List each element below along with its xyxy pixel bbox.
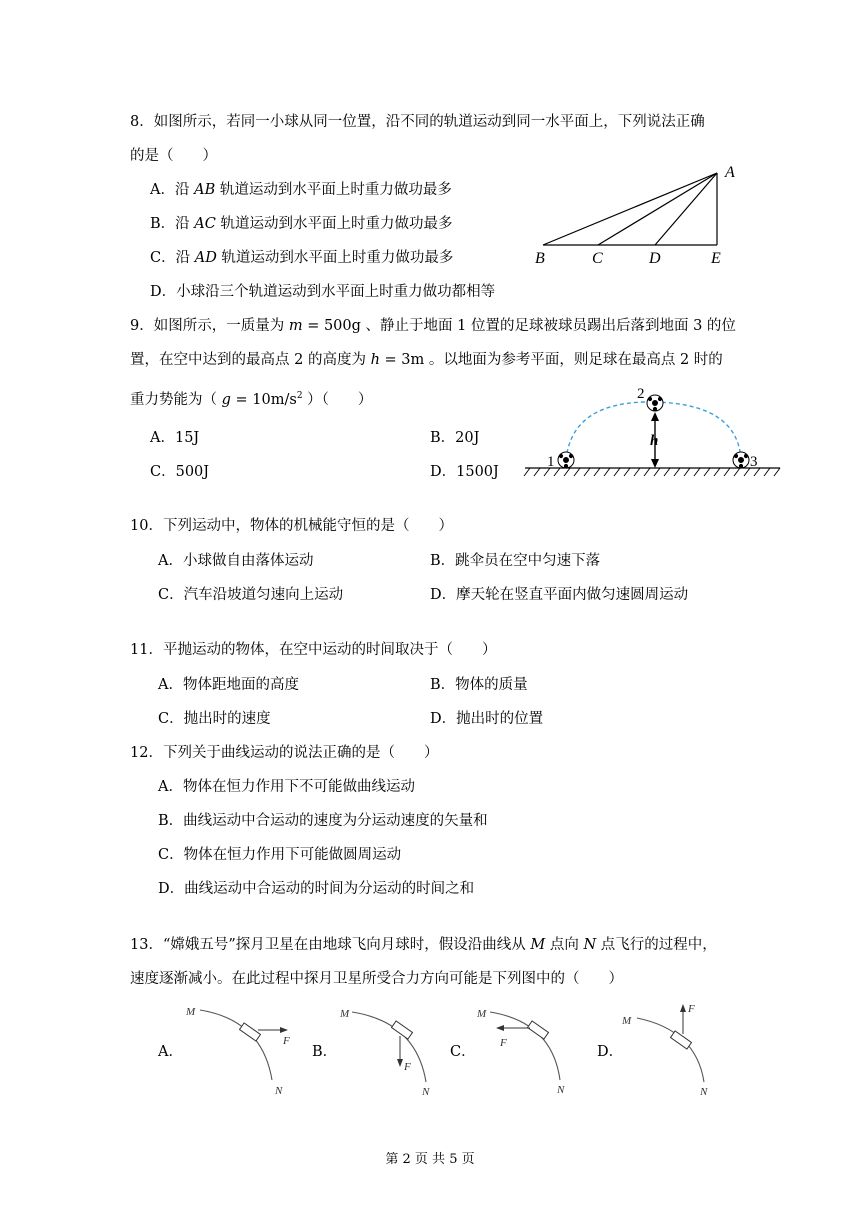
q9-label-3: 3 bbox=[750, 454, 758, 470]
q13-c-label-F: F bbox=[500, 1037, 507, 1049]
q9-label-1: 1 bbox=[547, 454, 555, 470]
q11-option-c: C．抛出时的速度 bbox=[158, 711, 271, 727]
q10-option-d: D．摩天轮在竖直平面内做匀速圆周运动 bbox=[430, 587, 689, 603]
q13-a-label-F: F bbox=[283, 1035, 290, 1047]
q13-stem-line1: 13．“嫦娥五号”探月卫星在由地球飞向月球时，假设沿曲线从 M 点向 N 点飞行的过程中， bbox=[130, 937, 717, 953]
q8-label-E: E bbox=[711, 250, 721, 267]
page-footer: 第 2 页 共 5 页 bbox=[385, 1152, 475, 1167]
q8-stem-line1: 8．如图所示，若同一小球从同一位置，沿不同的轨道运动到同一水平面上，下列说法正确 bbox=[130, 114, 705, 130]
q9-stem-line3: 重力势能为（ $g = 10m/s^2$ ）（ ） bbox=[130, 391, 373, 408]
q13-option-a-label: A． bbox=[158, 1044, 183, 1060]
q8-option-d: D．小球沿三个轨道运动到水平面上时重力做功都相等 bbox=[150, 284, 496, 300]
q13-stem-line2: 速度逐渐减小。在此过程中探月卫星所受合力方向可能是下列图中的（ ） bbox=[130, 971, 623, 987]
q8-option-a: A．沿 AB 轨道运动到水平面上时重力做功最多 bbox=[150, 182, 452, 198]
q9-option-b: B．20J bbox=[430, 430, 480, 446]
q9-label-2: 2 bbox=[637, 386, 645, 402]
q8-label-D: D bbox=[649, 250, 661, 267]
q13-d-label-N: N bbox=[700, 1086, 708, 1098]
q13-a-label-M: M bbox=[186, 1006, 196, 1018]
q9-stem-line1: 9．如图所示，一质量为 m = 500g 、静止于地面 1 位置的足球被球员踢出后落到地面 3 的位 bbox=[130, 318, 736, 334]
q13-c-force-arrow bbox=[496, 1025, 504, 1031]
q10-stem: 10．下列运动中，物体的机械能守恒的是（ ） bbox=[130, 518, 453, 534]
q8-option-b: B．沿 AC 轨道运动到水平面上时重力做功最多 bbox=[150, 216, 453, 232]
q13-b-force-arrow bbox=[397, 1059, 403, 1067]
q9-option-c: C．500J bbox=[150, 464, 210, 480]
q13-b-label-N: N bbox=[422, 1086, 430, 1098]
q9-option-a: A．15J bbox=[150, 430, 200, 446]
q11-option-b: B．物体的质量 bbox=[430, 677, 528, 693]
q13-b-label-F: F bbox=[404, 1061, 411, 1073]
q12-option-d: D．曲线运动中合运动的时间为分运动的时间之和 bbox=[158, 881, 475, 897]
q13-a-curve bbox=[200, 1010, 272, 1080]
q13-a-label-N: N bbox=[275, 1085, 283, 1097]
q12-option-b: B．曲线运动中合运动的速度为分运动速度的矢量和 bbox=[158, 813, 488, 829]
q13-c-label-N: N bbox=[557, 1084, 565, 1096]
q8-label-A: A bbox=[725, 164, 735, 181]
q8-stem-line2: 的是（ ） bbox=[130, 148, 217, 164]
q13-option-c-label: C． bbox=[450, 1044, 476, 1060]
q9-label-h: h bbox=[650, 433, 659, 449]
q12-option-c: C．物体在恒力作用下可能做圆周运动 bbox=[158, 847, 402, 863]
q11-option-d: D．抛出时的位置 bbox=[430, 711, 544, 727]
q13-b-label-M: M bbox=[340, 1008, 350, 1020]
q13-d-curve bbox=[637, 1018, 704, 1082]
q8-label-C: C bbox=[592, 250, 603, 267]
q9-stem-line2: 置，在空中达到的最高点 2 的高度为 h = 3m 。以地面为参考平面，则足球在最高点 2 时的 bbox=[130, 352, 723, 368]
q8-label-B: B bbox=[535, 250, 545, 267]
q12-option-a: A．物体在恒力作用下不可能做曲线运动 bbox=[158, 779, 415, 795]
q10-option-b: B．跳伞员在空中匀速下落 bbox=[430, 553, 601, 569]
q13-d-force-arrow bbox=[680, 1004, 686, 1012]
q13-option-d-label: D． bbox=[597, 1044, 624, 1060]
q13-d-satellite bbox=[671, 1031, 692, 1049]
q13-b-satellite bbox=[392, 1021, 413, 1039]
q13-d-label-M: M bbox=[622, 1015, 632, 1027]
q13-option-b-label: B． bbox=[312, 1044, 338, 1060]
q11-option-a: A．物体距地面的高度 bbox=[158, 677, 299, 693]
q11-stem: 11．平抛运动的物体，在空中运动的时间取决于（ ） bbox=[130, 642, 497, 658]
q12-stem: 12．下列关于曲线运动的说法正确的是（ ） bbox=[130, 745, 439, 761]
q13-b-curve bbox=[352, 1012, 426, 1082]
q10-option-c: C．汽车沿坡道匀速向上运动 bbox=[158, 587, 344, 603]
q10-option-a: A．小球做自由落体运动 bbox=[158, 553, 314, 569]
q13-c-satellite bbox=[528, 1021, 549, 1039]
q13-a-force-arrow bbox=[280, 1027, 288, 1033]
q13-d-label-F: F bbox=[688, 1003, 695, 1015]
q13-a-satellite bbox=[240, 1023, 261, 1041]
q9-option-d: D．1500J bbox=[430, 464, 499, 480]
q13-c-label-M: M bbox=[477, 1008, 487, 1020]
q8-option-c: C．沿 AD 轨道运动到水平面上时重力做功最多 bbox=[150, 250, 454, 266]
